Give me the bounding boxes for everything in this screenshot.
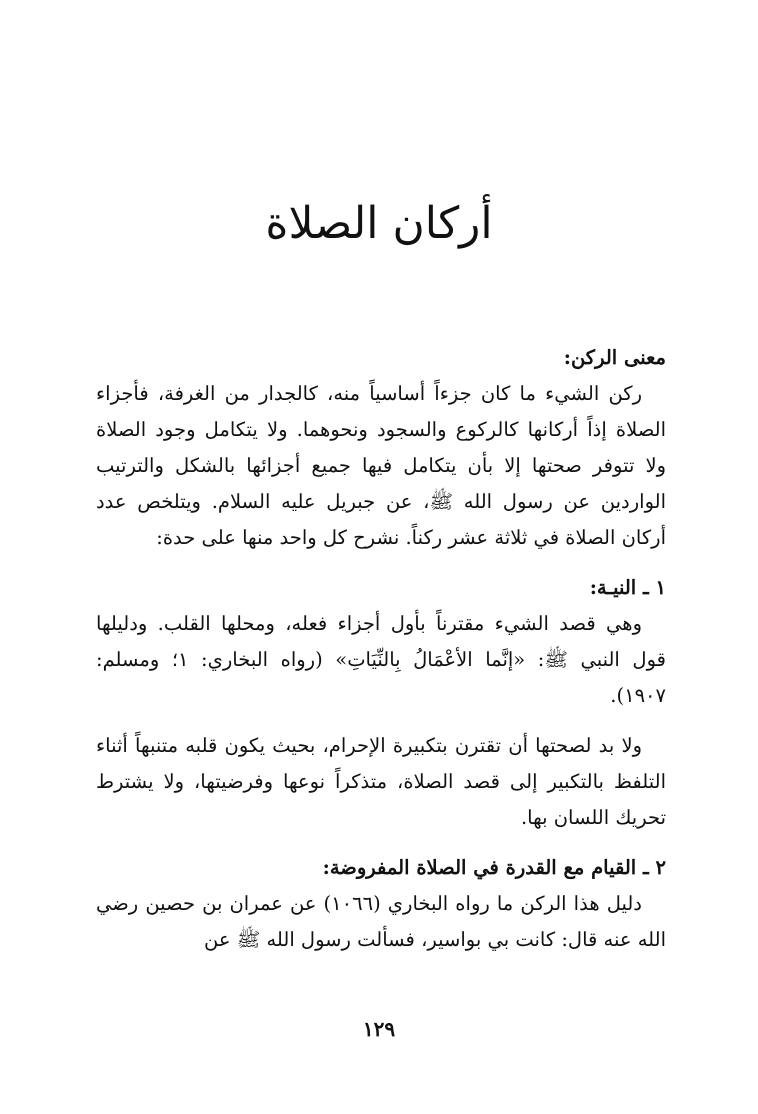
paragraph-standing: دليل هذا الركن ما رواه البخاري (١٠٦٦) عن عمران بن حصين رضي الله عنه قال: كانت بي بواسير، فسألت رسول الله ﷺ عن	[96, 892, 666, 951]
section-heading-meaning: معنى الركن:	[563, 346, 666, 369]
section-heading-intention: ١ ـ النيـة:	[589, 576, 666, 599]
page-title: أركان الصلاة	[265, 198, 493, 249]
section-heading-standing: ٢ ـ القيام مع القدرة في الصلاة المفروضة:	[322, 856, 666, 879]
body-text	[96, 340, 666, 958]
paragraph-meaning: ركن الشيء ما كان جزءاً أساسياً منه، كالجدار من الغرفة، فأجزاء الصلاة إذاً أركانها كالركوع والسجود ونحوهما. ولا يتكامل وجود الصلاة ولا تتوفر صحتها إلا بأن يتكامل فيها جميع أجزائها بالشكل والترتيب الواردين عن رسول الله ﷺ، عن جبريل عليه السلام. ويتلخص عدد أركان الصلاة في ثلاثة عشر ركناً. نشرح كل واحد منها على حدة:	[96, 382, 666, 549]
paragraph-intention-2: ولا بد لصحتها أن تقترن بتكبيرة الإحرام، بحيث يكون قلبه متنبهاً أثناء التلفظ بالتكبير إلى قصد الصلاة، متذكراً نوعها وفرضيتها، ولا يشترط تحريك اللسان بها.	[96, 734, 666, 829]
page-number: ١٢٩	[362, 1017, 396, 1041]
paragraph-intention-1: وهي قصد الشيء مقترناً بأول أجزاء فعله، ومحلها القلب. ودليلها قول النبي ﷺ: «إنَّما الأعْمَالُ بِالنِّيَاتِ» (رواه البخاري: ١؛ ومسلم: ١٩٠٧).	[96, 612, 666, 707]
